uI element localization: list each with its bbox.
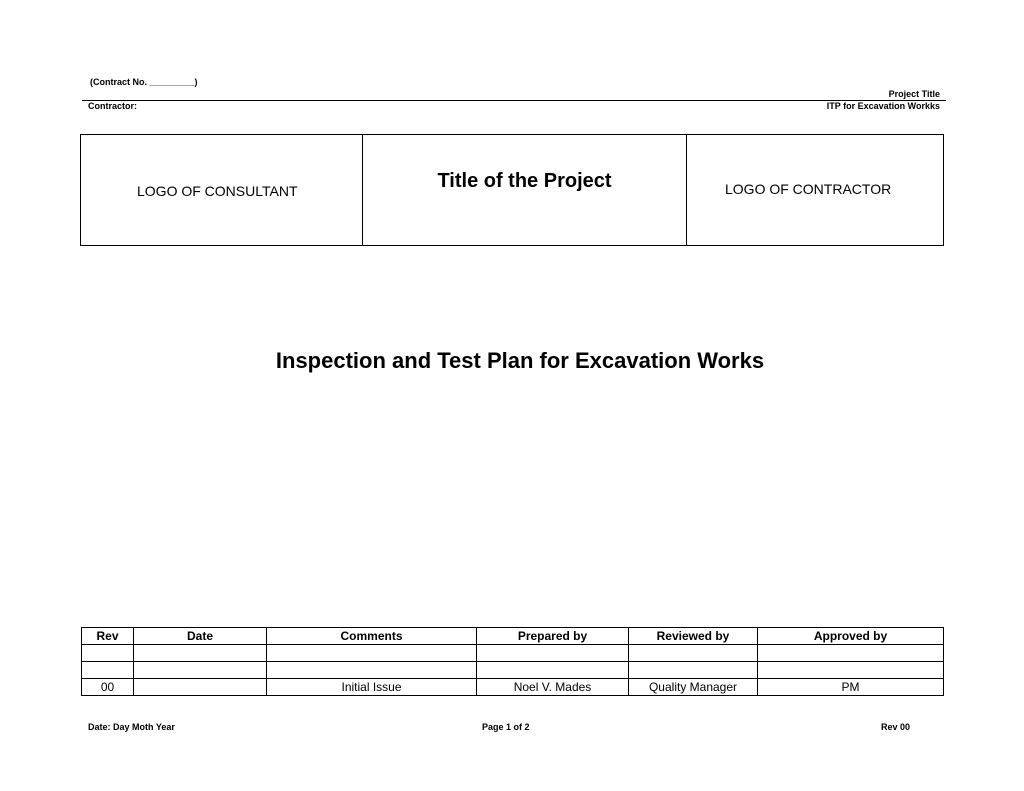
header-divider	[82, 100, 946, 101]
footer-page-number: Page 1 of 2	[482, 722, 530, 732]
cell-comments: Initial Issue	[267, 679, 477, 696]
footer-date: Date: Day Moth Year	[88, 722, 175, 732]
project-title: Title of the Project	[437, 170, 612, 192]
cell-rev: 00	[82, 679, 134, 696]
logo-title-block	[80, 134, 944, 246]
header-project-title: Project Title	[888, 89, 940, 99]
cell-approved-by: PM	[758, 679, 944, 696]
footer-revision: Rev 00	[881, 722, 911, 732]
itp-reference: ITP for Excavation Workks	[826, 101, 940, 111]
column-header-reviewed-by: Reviewed by	[629, 628, 758, 645]
cell-prepared-by	[477, 645, 629, 662]
revision-table-header	[82, 628, 944, 645]
contract-number: (Contract No. _________)	[90, 77, 198, 87]
cell-reviewed-by	[629, 662, 758, 679]
cell-reviewed-by: Quality Manager	[629, 679, 758, 696]
cell-date	[134, 662, 267, 679]
project-title-cell	[363, 135, 687, 245]
cell-comments	[267, 645, 477, 662]
contractor-logo-cell	[687, 135, 943, 245]
column-header-approved-by: Approved by	[758, 628, 944, 645]
table-row	[82, 662, 944, 679]
consultant-logo-placeholder: LOGO OF CONSULTANT	[137, 183, 298, 199]
cell-approved-by	[758, 662, 944, 679]
table-row	[82, 679, 944, 696]
cell-comments	[267, 662, 477, 679]
cell-rev	[82, 645, 134, 662]
contractor-label: Contractor:	[88, 101, 137, 111]
column-header-comments: Comments	[267, 628, 477, 645]
column-header-rev: Rev	[82, 628, 134, 645]
column-header-date: Date	[134, 628, 267, 645]
cell-prepared-by	[477, 662, 629, 679]
cell-date	[134, 645, 267, 662]
cell-approved-by	[758, 645, 944, 662]
cell-reviewed-by	[629, 645, 758, 662]
cell-date	[134, 679, 267, 696]
column-header-prepared-by: Prepared by	[477, 628, 629, 645]
contractor-logo-placeholder: LOGO OF CONTRACTOR	[725, 181, 892, 197]
document-title: Inspection and Test Plan for Excavation Works	[275, 348, 765, 373]
revision-table	[81, 627, 944, 696]
cell-prepared-by: Noel V. Mades	[477, 679, 629, 696]
cell-rev	[82, 662, 134, 679]
table-row	[82, 645, 944, 662]
consultant-logo-cell	[81, 135, 363, 245]
